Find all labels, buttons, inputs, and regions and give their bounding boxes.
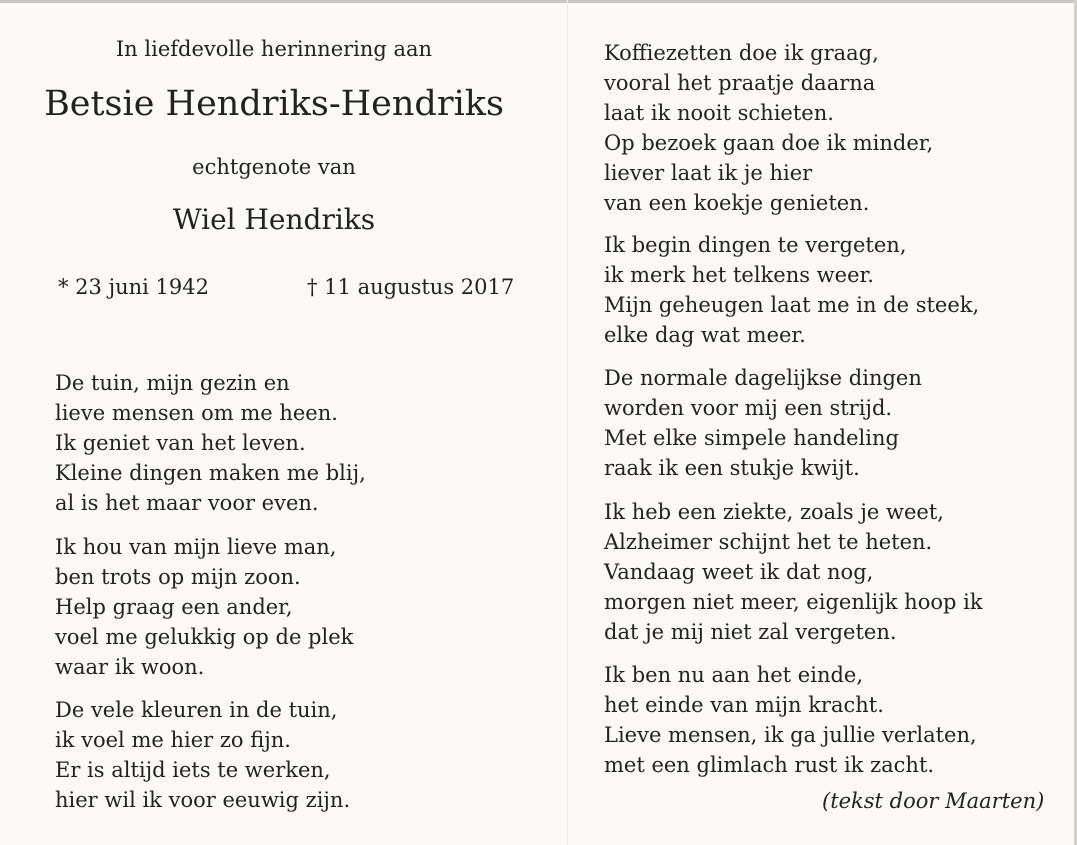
deceased-name: Betsie Hendriks-Hendriks — [44, 84, 504, 124]
poem-line: morgen niet meer, eigenlijk hoop ik — [604, 590, 983, 614]
poem-line: Mijn geheugen laat me in de steek, — [604, 293, 980, 317]
poem-stanza — [55, 695, 350, 815]
poem-line: ik voel me hier zo fijn. — [55, 728, 291, 752]
poem-line: Met elke simpele handeling — [604, 426, 899, 450]
poem-line: van een koekje genieten. — [604, 191, 870, 215]
poem-line: met een glimlach rust ik zacht. — [604, 753, 935, 777]
card-fold-line — [567, 0, 568, 845]
poem-line: Kleine dingen maken me blij, — [55, 461, 366, 485]
poem-line: Help graag een ander, — [55, 595, 293, 619]
poem-line: Alzheimer schijnt het te heten. — [604, 530, 933, 554]
poem-line: ben trots op mijn zoon. — [55, 565, 301, 589]
poem-line: De normale dagelijkse dingen — [604, 366, 922, 390]
poem-stanza — [604, 230, 979, 350]
poem-line: dat je mij niet zal vergeten. — [604, 620, 897, 644]
poem-line: ik merk het telkens weer. — [604, 263, 874, 287]
poem-stanza — [55, 368, 366, 518]
poem-credit: (tekst door Maarten) — [822, 789, 1045, 813]
poem-line: liever laat ik je hier — [604, 161, 813, 185]
poem-line: Ik hou van mijn lieve man, — [55, 535, 337, 559]
spouse-label: echtgenote van — [192, 155, 356, 179]
poem-line: laat ik nooit schieten. — [604, 101, 834, 125]
poem-line: Koffiezetten doe ik graag, — [604, 41, 879, 65]
poem-line: hier wil ik voor eeuwig zijn. — [55, 788, 351, 812]
poem-line: vooral het praatje daarna — [604, 71, 876, 95]
intro-text: In liefdevolle herinnering aan — [115, 37, 433, 61]
poem-line: De vele kleuren in de tuin, — [55, 698, 338, 722]
poem-line: Op bezoek gaan doe ik minder, — [604, 131, 934, 155]
poem-stanza — [604, 660, 977, 780]
poem-line: lieve mensen om me heen. — [55, 401, 338, 425]
poem-line: Er is altijd iets te werken, — [55, 758, 331, 782]
poem-stanza — [55, 532, 353, 682]
death-date: † 11 augustus 2017 — [307, 275, 515, 299]
poem-line: elke dag wat meer. — [604, 323, 806, 347]
poem-line: voel me gelukkig op de plek — [55, 625, 354, 649]
poem-stanza — [604, 497, 983, 647]
poem-line: al is het maar voor even. — [55, 491, 319, 515]
poem-line: Ik heb een ziekte, zoals je weet, — [604, 500, 944, 524]
poem-line: Ik begin dingen te vergeten, — [604, 233, 907, 257]
poem-line: waar ik woon. — [55, 655, 205, 679]
poem-line: worden voor mij een strijd. — [604, 396, 893, 420]
poem-line: het einde van mijn kracht. — [604, 693, 884, 717]
spouse-name: Wiel Hendriks — [172, 203, 376, 236]
poem-line: De tuin, mijn gezin en — [55, 371, 290, 395]
poem-line: Ik geniet van het leven. — [55, 431, 306, 455]
poem-line: raak ik een stukje kwijt. — [604, 456, 860, 480]
poem-line: Vandaag weet ik dat nog, — [604, 560, 874, 584]
poem-line: Lieve mensen, ik ga jullie verlaten, — [604, 723, 977, 747]
poem-stanza — [604, 363, 922, 483]
poem-stanza — [604, 38, 933, 218]
birth-date: * 23 juni 1942 — [58, 275, 209, 299]
poem-line: Ik ben nu aan het einde, — [604, 663, 864, 687]
